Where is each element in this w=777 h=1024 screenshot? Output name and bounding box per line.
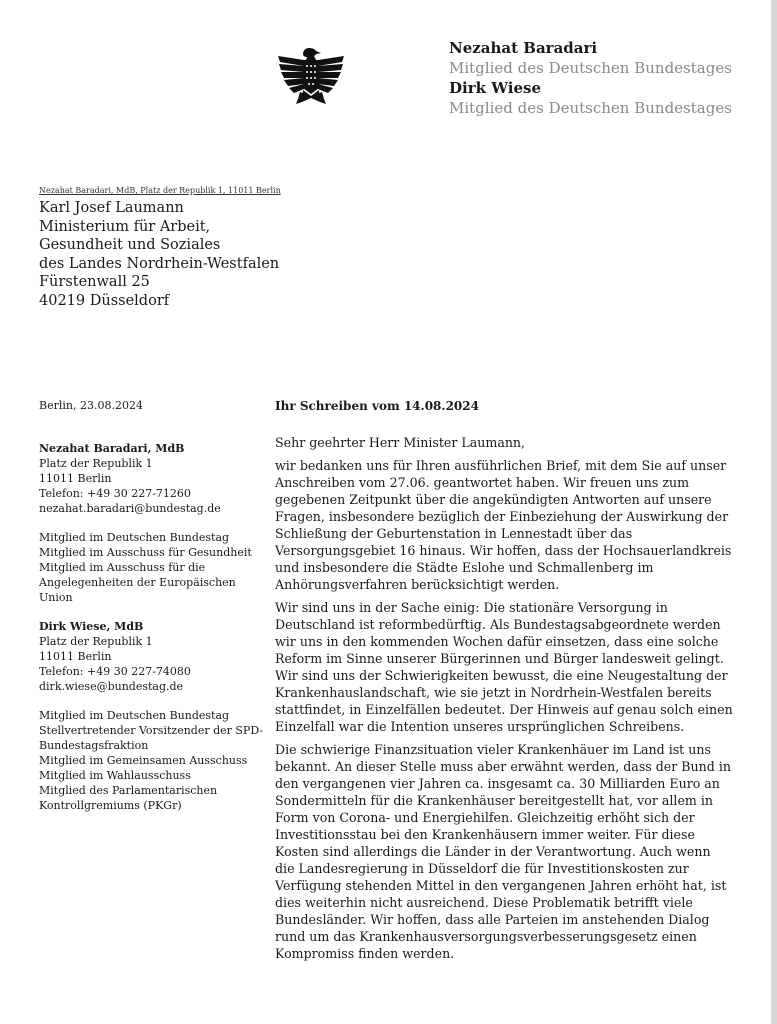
text-line: Form von Corona- und Energiehilfen. Gleichzeitig erhöht sich der <box>275 810 695 825</box>
text-line: Sondermitteln für die Krankenhäuser bereitgestellt hat, vor allem in <box>275 793 713 808</box>
recipient-line: des Landes Nordrhein-Westfalen <box>39 255 280 272</box>
text-line: Wir sind uns der Schwierigkeiten bewusst, die eine Neugestaltung der <box>275 668 728 683</box>
text-line: Deutschland ist reformbedürftig. Als Bundestagsabgeordnete werden <box>275 617 721 632</box>
text-line: Die schwierige Finanzsituation vieler Krankenhäuer im Land ist uns <box>275 742 711 757</box>
text-line: Kompromiss finden werden. <box>275 946 455 961</box>
text-line: wir uns in den kommenden Wochen dafür einsetzen, dass eine solche <box>275 634 719 649</box>
contact-street: Platz der Republik 1 <box>39 457 153 470</box>
sender-sidebar <box>39 398 271 827</box>
role-line: Mitglied im Ausschuss für die <box>39 561 206 574</box>
recipient-line: Karl Josef Laumann <box>39 200 184 216</box>
federal-eagle-icon <box>276 44 346 108</box>
role-line: Mitglied im Deutschen Bundestag <box>39 531 230 544</box>
text-line: Kosten sind allerdings die Länder in der Verantwortung. Auch wenn <box>275 844 711 859</box>
text-line: und insbesondere die Städte Eslohe und Schmallenberg im <box>275 560 654 575</box>
text-line: Anhörungsverfahren berücksichtigt werden. <box>275 577 560 592</box>
roles-block-baradari <box>39 530 271 605</box>
role-line: Mitglied im Gemeinsamen Ausschuss <box>39 754 248 767</box>
paragraph-3 <box>275 741 731 962</box>
text-line: stattfindet, in Einzelfällen bedeutet. Der Hinweis auf genau solch einen <box>275 702 733 717</box>
text-line: Anschreiben vom 27.06. geantwortet haben. Wir freuen uns zum <box>275 475 690 490</box>
text-line: Bundesländer. Wir hoffen, dass alle Parteien im anstehenden Dialog <box>275 912 710 927</box>
text-line: Einzelfall war die Intention unseres ursprünglichen Schreibens. <box>275 719 685 734</box>
contact-email[interactable]: nezahat.baradari@bundestag.de <box>39 502 221 515</box>
text-line: Fragen, insbesondere bezüglich der Einbeziehung der Auswirkung der <box>275 509 729 524</box>
role-line: Union <box>39 591 73 604</box>
contact-block-baradari <box>39 441 271 516</box>
role-line: Stellvertretender Vorsitzender der SPD- <box>39 724 264 737</box>
contact-block-wiese <box>39 619 271 694</box>
text-line: wir bedanken uns für Ihren ausführlichen Brief, mit dem Sie auf unser <box>275 458 727 473</box>
contact-street: Platz der Republik 1 <box>39 635 153 648</box>
text-line: Investitionsstau bei den Krankenhäusern immer weiter. Für diese <box>275 827 695 842</box>
contact-city: 11011 Berlin <box>39 650 112 663</box>
recipient-line: 40219 Düsseldorf <box>39 292 170 309</box>
text-line: Schließung der Geburtenstation in Lennestadt über das <box>275 526 633 541</box>
contact-email[interactable]: dirk.wiese@bundestag.de <box>39 680 184 693</box>
roles-block-wiese <box>39 708 271 813</box>
letter-body <box>275 398 733 968</box>
recipient-line: Ministerium für Arbeit, <box>39 218 211 235</box>
role-line: Mitglied im Ausschuss für Gesundheit <box>39 546 252 559</box>
contact-phone: Telefon: +49 30 227-74080 <box>39 665 191 678</box>
contact-name: Dirk Wiese, MdB <box>39 620 144 633</box>
letter-date: Berlin, 23.08.2024 <box>39 399 143 412</box>
contact-city: 11011 Berlin <box>39 472 112 485</box>
page-edge <box>771 0 777 1024</box>
role-line: Mitglied des Parlamentarischen <box>39 784 218 797</box>
paragraph-1 <box>275 457 732 593</box>
role-line: Angelegenheiten der Europäischen <box>39 576 236 589</box>
role-line: Mitglied im Wahlausschuss <box>39 769 191 782</box>
letterhead <box>449 38 769 118</box>
text-line: dies weiterhin nicht ausreichend. Diese Problematik betrifft viele <box>275 895 693 910</box>
text-line: Reform im Sinne unserer Bürgerinnen und Bürger landesweit gelingt. <box>275 651 724 666</box>
text-line: rund um das Krankenhausversorgungsverbesserungsgesetz einen <box>275 929 697 944</box>
member1-name: Nezahat Baradari <box>449 39 598 57</box>
member2-name: Dirk Wiese <box>449 79 542 97</box>
role-line: Kontrollgremiums (PKGr) <box>39 799 182 812</box>
recipient-address <box>39 199 279 310</box>
role-line: Mitglied im Deutschen Bundestag <box>39 709 230 722</box>
recipient-line: Gesundheit und Soziales <box>39 237 221 253</box>
contact-name: Nezahat Baradari, MdB <box>39 442 185 455</box>
role-line: Bundestagsfraktion <box>39 739 149 752</box>
text-line: Krankenhauslandschaft, wie sie jetzt in Nordrhein-Westfalen bereits <box>275 685 712 700</box>
text-line: den vergangenen vier Jahren ca. insgesamt ca. 30 Milliarden Euro an <box>275 776 720 791</box>
contact-phone: Telefon: +49 30 227-71260 <box>39 487 191 500</box>
text-line: Verfügung stehenden Mittel in den vergangenen Jahren erhöht hat, ist <box>275 878 727 893</box>
paragraph-2 <box>275 599 733 735</box>
text-line: bekannt. An dieser Stelle muss aber erwähnt werden, dass der Bund in <box>275 759 731 774</box>
text-line: die Landesregierung in Düsseldorf die für Investitionskosten zur <box>275 861 689 876</box>
letter-salutation: Sehr geehrter Herr Minister Laumann, <box>275 435 526 450</box>
recipient-line: Fürstenwall 25 <box>39 274 150 290</box>
member1-role: Mitglied des Deutschen Bundestages <box>449 59 732 77</box>
letter-subject: Ihr Schreiben vom 14.08.2024 <box>275 399 479 413</box>
text-line: Versorgungsgebiet 16 hinaus. Wir hoffen, dass der Hochsauerlandkreis <box>275 543 732 558</box>
member2-role: Mitglied des Deutschen Bundestages <box>449 99 732 117</box>
text-line: Wir sind uns in der Sache einig: Die stationäre Versorgung in <box>275 600 668 615</box>
text-line: gegebenen Zeitpunkt über die angekündigten Antworten auf unsere <box>275 492 712 507</box>
return-address: Nezahat Baradari, MdB, Platz der Republik 1, 11011 Berlin <box>39 186 281 195</box>
